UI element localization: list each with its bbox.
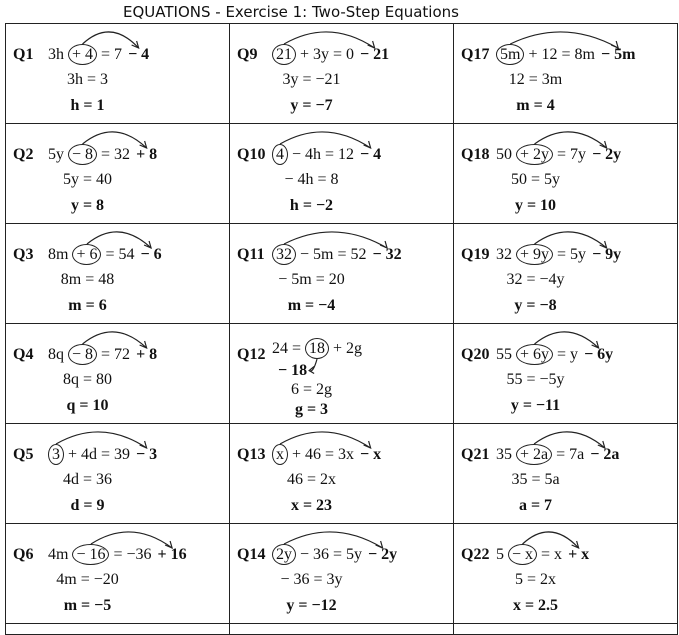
step-line: 32 = −4y — [506, 271, 565, 288]
inverse-operation: − 6y — [584, 346, 614, 363]
question-label: Q9 — [237, 46, 258, 63]
solution-line: d = 9 — [70, 497, 105, 514]
equation-left: 35 — [496, 446, 512, 463]
circled-term: 5m — [496, 44, 524, 65]
step-line: 8m = 48 — [60, 271, 115, 288]
question-label: Q3 — [13, 246, 34, 263]
inverse-operation: − 32 — [372, 246, 402, 263]
question-cell — [6, 524, 230, 624]
equation-line — [272, 444, 381, 465]
question-cell — [454, 24, 678, 124]
equation-right: = 7y — [557, 146, 587, 163]
solution-line: m = 6 — [68, 297, 107, 314]
question-label: Q4 — [13, 346, 34, 363]
step-line: − 4h = 8 — [284, 171, 339, 188]
step-line: 50 = 5y — [510, 171, 561, 188]
table-row — [6, 124, 678, 224]
equation-line — [272, 144, 381, 165]
solution-line: h = −2 — [289, 197, 334, 214]
equation-left: 8q — [48, 346, 64, 363]
equation-right: = x — [541, 546, 563, 563]
question-label: Q2 — [13, 146, 34, 163]
circled-term: − 16 — [72, 544, 109, 565]
equation-left: 3h — [48, 46, 64, 63]
circled-term: 2y — [272, 544, 296, 565]
question-cell — [6, 124, 230, 224]
question-q6 — [6, 524, 229, 623]
table-row — [6, 524, 678, 624]
solution-line: y = −7 — [290, 97, 333, 114]
solution-line: x = 23 — [290, 497, 333, 514]
solution-line: h = 1 — [70, 97, 105, 114]
equation-line — [48, 244, 162, 265]
question-cell — [454, 124, 678, 224]
question-q22 — [454, 524, 677, 623]
step-line: − 36 = 3y — [280, 571, 343, 588]
table-row — [6, 24, 678, 124]
equation-left: 32 — [496, 246, 512, 263]
table-row — [6, 424, 678, 524]
question-cell — [454, 324, 678, 424]
inverse-operation: − 4 — [128, 46, 150, 63]
question-q9 — [230, 24, 453, 123]
question-label: Q18 — [461, 146, 490, 163]
question-cell — [6, 324, 230, 424]
circled-term: − x — [508, 544, 537, 565]
circled-term: + 4 — [68, 44, 97, 65]
solution-line: x = 2.5 — [512, 597, 559, 614]
equation-right: + 12 = 8m — [528, 46, 595, 63]
equation-right: = y — [557, 346, 579, 363]
step-line: 4m = −20 — [56, 571, 119, 588]
inverse-operation: − 6 — [140, 246, 162, 263]
circled-term: 18 — [305, 338, 329, 359]
equation-left: 50 — [496, 146, 512, 163]
question-label: Q14 — [237, 546, 266, 563]
step-line: − 5m = 20 — [278, 271, 345, 288]
table-row — [6, 624, 678, 635]
question-label: Q22 — [461, 546, 490, 563]
equation-right: + 2g — [333, 340, 363, 357]
step-line: 6 = 2g — [290, 381, 333, 398]
equation-line — [272, 338, 362, 359]
solution-line: y = −11 — [510, 397, 561, 414]
equation-line — [496, 244, 621, 265]
inverse-operation: − x — [360, 446, 382, 463]
solution-line: m = −5 — [63, 597, 112, 614]
inverse-operation: + 16 — [157, 546, 187, 563]
circled-term: 3 — [48, 444, 64, 465]
question-cell — [454, 224, 678, 324]
inverse-operation: − 2y — [368, 546, 398, 563]
question-q13 — [230, 424, 453, 523]
question-label: Q20 — [461, 346, 490, 363]
step-line: 5y = 40 — [62, 171, 113, 188]
table-row — [6, 324, 678, 424]
question-q10 — [230, 124, 453, 223]
circled-term: + 6y — [516, 344, 553, 365]
question-cell — [230, 524, 454, 624]
inverse-operation: + 8 — [136, 146, 158, 163]
question-q4 — [6, 324, 229, 423]
question-cell — [6, 624, 230, 635]
solution-line: y = 8 — [70, 197, 105, 214]
inverse-operation: − 18 — [278, 362, 308, 379]
equation-line — [496, 144, 621, 165]
equation-right: + 46 = 3x — [292, 446, 355, 463]
step-line: 3h = 3 — [66, 71, 109, 88]
equation-line — [496, 444, 619, 465]
circled-term: + 9y — [516, 244, 553, 265]
step-line: 46 = 2x — [286, 471, 337, 488]
circled-term: − 8 — [68, 144, 97, 165]
solution-line: a = 7 — [518, 497, 553, 514]
question-q20 — [454, 324, 677, 423]
question-cell — [230, 24, 454, 124]
step-line: 4d = 36 — [62, 471, 113, 488]
inverse-operation: − 9y — [592, 246, 622, 263]
equation-left: 5 — [496, 546, 504, 563]
inverse-operation: − 5m — [600, 46, 636, 63]
solution-line: m = −4 — [287, 297, 336, 314]
question-q2 — [6, 124, 229, 223]
table-row — [6, 224, 678, 324]
equation-right: − 5m = 52 — [300, 246, 367, 263]
question-label: Q17 — [461, 46, 490, 63]
exercise-table — [5, 23, 678, 635]
equation-line — [48, 344, 157, 365]
equation-line — [48, 444, 157, 465]
equation-line — [48, 144, 157, 165]
question-cell — [230, 624, 454, 635]
equation-right: − 36 = 5y — [300, 546, 363, 563]
question-label: Q21 — [461, 446, 490, 463]
inverse-operation: − 2y — [592, 146, 622, 163]
step-line: 12 = 3m — [508, 71, 563, 88]
equation-line — [48, 544, 187, 565]
circled-term: − 8 — [68, 344, 97, 365]
question-q11 — [230, 224, 453, 323]
inverse-operation: − 4 — [360, 146, 382, 163]
circled-term: 4 — [272, 144, 288, 165]
equation-line — [272, 544, 397, 565]
question-label: Q5 — [13, 446, 34, 463]
inverse-operation: − 2a — [590, 446, 620, 463]
equation-line — [272, 244, 402, 265]
question-label: Q1 — [13, 46, 34, 63]
question-q17 — [454, 24, 677, 123]
question-cell — [6, 224, 230, 324]
equation-right: = 72 — [101, 346, 131, 363]
circled-term: + 2a — [516, 444, 552, 465]
question-cell — [230, 224, 454, 324]
question-cell — [230, 424, 454, 524]
question-q12 — [230, 324, 453, 423]
equation-left: 24 = — [272, 340, 302, 357]
question-cell — [454, 624, 678, 635]
equation-left: 8m — [48, 246, 69, 263]
equation-right: − 4h = 12 — [292, 146, 355, 163]
question-cell — [6, 424, 230, 524]
equation-left: 5y — [48, 146, 64, 163]
inverse-operation: − 3 — [136, 446, 158, 463]
equation-line — [48, 44, 149, 65]
step-line: 3y = −21 — [282, 71, 341, 88]
question-q1 — [6, 24, 229, 123]
equation-right: = 5y — [557, 246, 587, 263]
question-cell — [230, 324, 454, 424]
equation-right: + 3y = 0 — [300, 46, 355, 63]
equation-line — [496, 44, 635, 65]
question-label: Q12 — [237, 346, 266, 363]
equation-right: = 7a — [556, 446, 585, 463]
question-label: Q19 — [461, 246, 490, 263]
step-line: 8q = 80 — [62, 371, 113, 388]
page-title: EQUATIONS - Exercise 1: Two-Step Equations — [123, 3, 459, 21]
solution-line: g = 3 — [294, 401, 329, 418]
equation-left: 4m — [48, 546, 69, 563]
question-q5 — [6, 424, 229, 523]
question-q3 — [6, 224, 229, 323]
solution-line: q = 10 — [66, 397, 109, 414]
equation-right: = −36 — [113, 546, 152, 563]
equation-right: = 7 — [101, 46, 123, 63]
question-cell — [230, 124, 454, 224]
question-q19 — [454, 224, 677, 323]
solution-line: m = 4 — [516, 97, 555, 114]
equation-right: = 54 — [105, 246, 135, 263]
circled-term: 32 — [272, 244, 296, 265]
question-label: Q11 — [237, 246, 265, 263]
circled-term: x — [272, 444, 288, 465]
equation-line — [496, 544, 589, 565]
inverse-operation: + 8 — [136, 346, 158, 363]
step-line: 35 = 5a — [511, 471, 560, 488]
solution-line: y = −12 — [286, 597, 337, 614]
inverse-operation: − 21 — [360, 46, 390, 63]
equation-line — [496, 344, 613, 365]
question-label: Q6 — [13, 546, 34, 563]
circled-term: + 6 — [72, 244, 101, 265]
solution-line: y = 10 — [514, 197, 557, 214]
question-label: Q10 — [237, 146, 266, 163]
question-q21 — [454, 424, 677, 523]
inverse-operation: + x — [568, 546, 590, 563]
solution-line: y = −8 — [514, 297, 557, 314]
question-cell — [6, 24, 230, 124]
question-label: Q13 — [237, 446, 266, 463]
step-line: 5 = 2x — [514, 571, 557, 588]
question-q18 — [454, 124, 677, 223]
question-q14 — [230, 524, 453, 623]
step-line: 55 = −5y — [506, 371, 565, 388]
equation-line — [272, 44, 389, 65]
question-cell — [454, 524, 678, 624]
equation-right: = 32 — [101, 146, 131, 163]
question-cell — [454, 424, 678, 524]
circled-term: + 2y — [516, 144, 553, 165]
equation-right: + 4d = 39 — [68, 446, 131, 463]
equation-left: 55 — [496, 346, 512, 363]
circled-term: 21 — [272, 44, 296, 65]
